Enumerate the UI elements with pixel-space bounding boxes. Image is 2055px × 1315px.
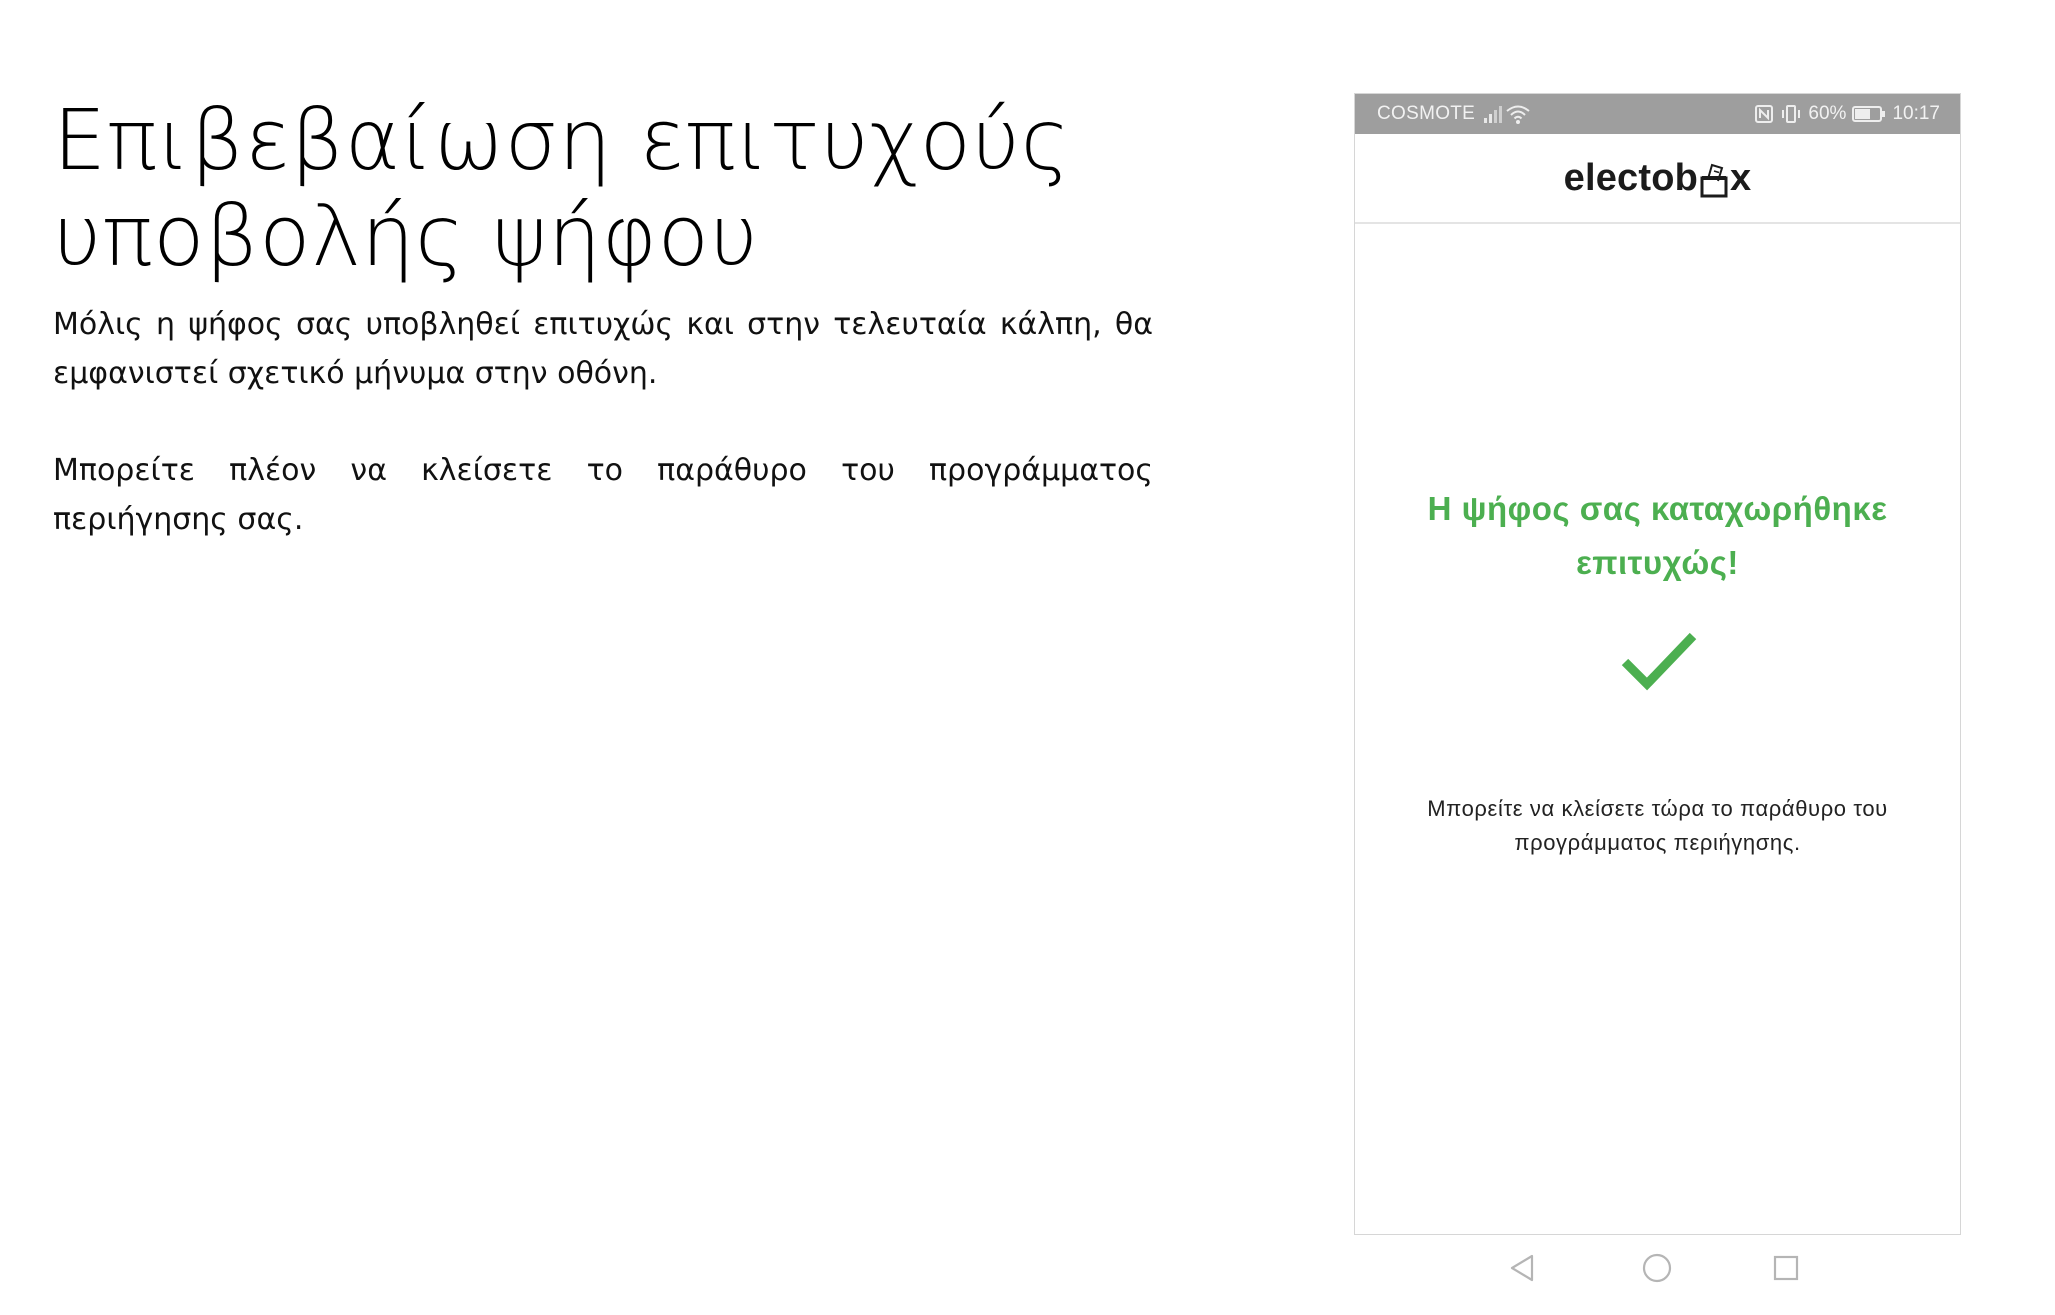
ballot-box-icon [1699,162,1729,200]
vote-success-message: Η ψήφος σας καταχωρήθηκε επιτυχώς! [1427,490,1888,581]
carrier-label: COSMOTE [1377,103,1476,124]
logo-text-prefix: electob [1563,156,1699,199]
clock: 10:17 [1892,103,1940,124]
recents-icon [1771,1253,1801,1283]
back-icon [1508,1253,1536,1283]
logo-text-suffix: x [1730,156,1752,199]
page-title-line2: υποβολής ψήφου [53,187,759,285]
electobox-logo [1564,157,1752,200]
checkmark-icon [1619,628,1699,692]
vibrate-icon [1780,104,1802,124]
nfc-icon [1754,104,1774,124]
page-title-line1: Επιβεβαίωση επιτυχούς [53,91,1071,189]
instruction-paragraph-2: Μπορείτε πλέον να κλείσετε το παράθυρο του προγράμματος περιήγησης σας. [53,453,1153,537]
signal-wifi-group [1483,103,1533,125]
home-icon [1641,1252,1673,1284]
status-bar-right [1754,103,1940,125]
instruction-paragraph-1: Μόλις η ψήφος σας υποβληθεί επιτυχώς και στην τελευταία κάλπη, θα εμφανιστεί σχετικό μήνυμα στην οθόνη. [53,307,1153,391]
page-title [53,92,1153,284]
home-button[interactable] [1637,1248,1677,1288]
battery-percent: 60% [1808,103,1847,124]
status-bar [1355,94,1960,134]
app-header [1355,134,1960,224]
back-button[interactable] [1502,1248,1542,1288]
instructions-panel [53,92,1153,544]
wifi-icon [1505,103,1531,125]
recents-button[interactable] [1766,1248,1806,1288]
close-browser-message: Μπορείτε να κλείσετε τώρα το παράθυρο του προγράμματος περιήγησης. [1427,796,1888,855]
battery-icon [1852,105,1886,123]
signal-icon [1483,103,1503,125]
phone-screenshot [1354,93,1961,1235]
android-navigation-bar [1354,1240,1961,1300]
